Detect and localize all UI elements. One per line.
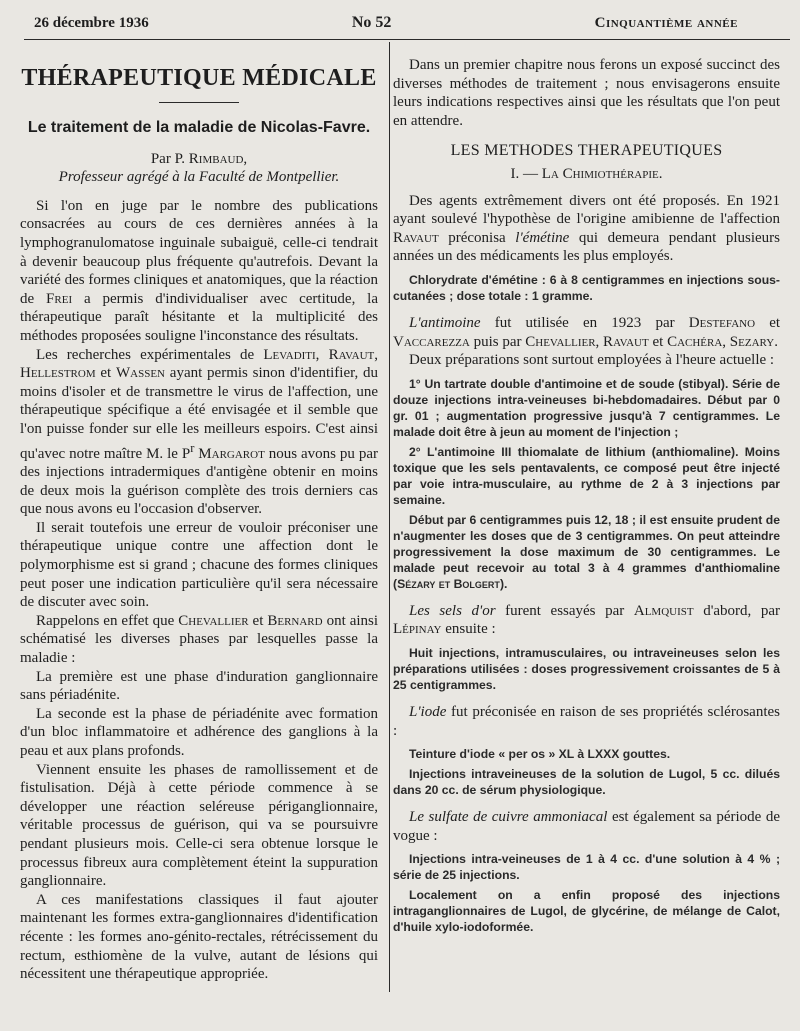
volume-year: Cinquantième année (594, 15, 738, 31)
iode-paragraph: L'iode fut préconisée en raison de ses propriétés sclérosantes : (393, 703, 780, 739)
paragraph-1: Si l'on en juge par le nombre des publications consacrées au cours de ces dernières années à la lymphogranulomatose inguinale subaiguë, celle-ci tendrait à devenir beaucoup plus fréquente qu'autrefois. Devant la variété des formes cliniques et anatomiques, que la réaction de Frei a permis d'individualiser avec certitude, la thérapeutique paraît hésitante et la multiplicité des méthodes proposées souligne l'inconstance des résultats. (20, 197, 379, 344)
paragraph-4: Rappelons en effet que Chevallier et Bernard ont ainsi schématisé les diverses phases par lesquelles passe la maladie : (20, 612, 379, 667)
cuivre-paragraph: Le sulfate de cuivre ammoniacal est également sa période de vogue : (393, 809, 781, 844)
page-header (34, 14, 738, 36)
chemo-subheading: I. — La Chimiothérapie. (510, 165, 663, 182)
antimoine-paragraph: L'antimoine fut utilisée en 1923 par Destefano et Vaccarezza puis par Chevallier, Ravaut et Cachéra, Sezary. (393, 314, 781, 350)
methods-heading: LES METHODES THERAPEUTIQUES (450, 142, 723, 160)
issue-date: 26 décembre 1936 (34, 15, 149, 31)
iode-dosage: Teinture d'iode « per os » XL à LXXX gouttes. Injections intraveineuses de la solution de Lugol, 5 cc. dilués dans 20 cc. de sérum physiologique. (393, 747, 780, 798)
paragraph-3: Il serait toutefois une erreur de vouloir préconiser une thérapeutique unique contre une affection dont le polymorphisme est si grand ; chacune des formes cliniques peut poser une indication particulière qu'il sera nécessaire de discuter avec soin. (20, 519, 378, 611)
right-column (393, 56, 780, 945)
left-column (20, 58, 378, 984)
section-title: THÉRAPEUTIQUE MÉDICALE (21, 65, 377, 91)
paragraph-8: A ces manifestations classiques il faut ajouter maintenant les formes extra-ganglionnaires d'identification récente : les formes ano-génito-rectales, rétrécissement du rectum, esthiomène de la vulve, autant de lésions qui nécessitent une thérapeutique appropriée. (20, 891, 378, 983)
article-title: Le traitement de la maladie de Nicolas-Favre. (27, 119, 371, 136)
or-dosage: Huit injections, intramusculaires, ou intraveineuses selon les préparations utilisées : doses progressivement croissantes de 5 à 25 centigrammes. (393, 645, 780, 692)
intro-paragraph: Dans un premier chapitre nous ferons un exposé succinct des diverses méthodes de traitement ; nous envisagerons ensuite leurs indications respectives ainsi que les résultats que l'on peut en attendre. (393, 57, 780, 129)
author-line (20, 150, 378, 169)
emetine-paragraph: Des agents extrêmement divers ont été proposés. En 1921 ayant soulevé l'hypothèse de l'origine amibienne de l'affection Ravaut préconisa l'émétine qui demeura pendant plusieurs années un des médicaments les plus employés. (393, 192, 781, 265)
author-affiliation: Professeur agrégé à la Faculté de Montpellier. (58, 169, 340, 186)
preparations-paragraph: Deux préparations sont surtout employées à l'heure actuelle : (409, 352, 775, 369)
author-name: Rimbaud, (188, 150, 248, 167)
paragraph-5: La première est une phase d'induration ganglionnaire sans périadénite. (20, 668, 378, 704)
cuivre-dosage: Injections intra-veineuses de 1 à 4 cc. d'une solution à 4 % ; série de 25 injections. Localement on a enfin proposé des injections intraganglionnaires de Lugol, de glycérine, de mélange de Calot, d'huile xylo-iodoformée. (393, 852, 780, 935)
title-rule (159, 102, 239, 103)
paragraph-6: La seconde est la phase de périadénite avec formation d'un bloc inflammatoire et adhérence des ganglions à la peau et aux plans profonds. (20, 705, 378, 759)
header-rule (24, 39, 790, 40)
author-prefix: Par P. (150, 150, 189, 167)
emetine-dosage: Chlorydrate d'émétine : 6 à 8 centigrammes en injections sous-cutanées ; dose totale : 1 gramme. (393, 272, 780, 303)
column-divider (389, 42, 390, 992)
paragraph-7: Viennent ensuite les phases de ramollissement et de fistulisation. Déjà à cette période commence à se développer une réaction seléreuse périganglionnaire, véritable processus de guérison, qui va se poursuivre pendant plusieurs mois. Celle-ci sera obtenue lorsque le processus fibreux aura complètement éteint la suppuration ganglionnaire. (20, 761, 378, 890)
paragraph-2: Les recherches expérimentales de Levaditi, Ravaut, Hellestrom et Wassen ayant permis sinon d'identifier, du moins d'isoler et de transmettre le virus de l'affection, une thérapeutique spécifique a été envisagée et il semble que l'on puisse fonder sur elle les meilleurs espoirs. C'est ainsi qu'avec notre maître M. le $P^r$ Margarot nous avons pu par des injections intradermiques d'antigène obtenir en moins de deux mois la guérison complète des trois derniers cas que nous avons eu l'occasion d'observer. (20, 346, 379, 518)
issue-number: No 52 (351, 14, 392, 31)
or-paragraph: Les sels d'or furent essayés par Almquist d'abord, par Lépinay ensuite : (393, 602, 781, 638)
antimoine-dosage: 1° Un tartrate double d'antimoine et de soude (stibyal). Série de douze injections intra-veineuses bi-hebdomadaires. Début par 0 gr. 01 ; augmentation progressive jusqu'à 7 centigrammes. Le malade doit être à jeun au moment de l'injection ; 2° L'antimoine III thiomalate de lithium (anthiomaline). Moins toxique que les sels pentavalents, ce composé peut être injecté par voie intra-musculaire, au rythme de 2 à 3 injections par semaine. Début par 6 centigrammes puis 12, 18 ; il est ensuite prudent de n'augmenter les doses que de 3 centigrammes. On peut atteindre progressivement la dose maximum de 30 centigrammes. Le malade peut recevoir au total 3 à 4 grammes d'anthiomaline (Sézary et Bolgert). (393, 376, 780, 591)
